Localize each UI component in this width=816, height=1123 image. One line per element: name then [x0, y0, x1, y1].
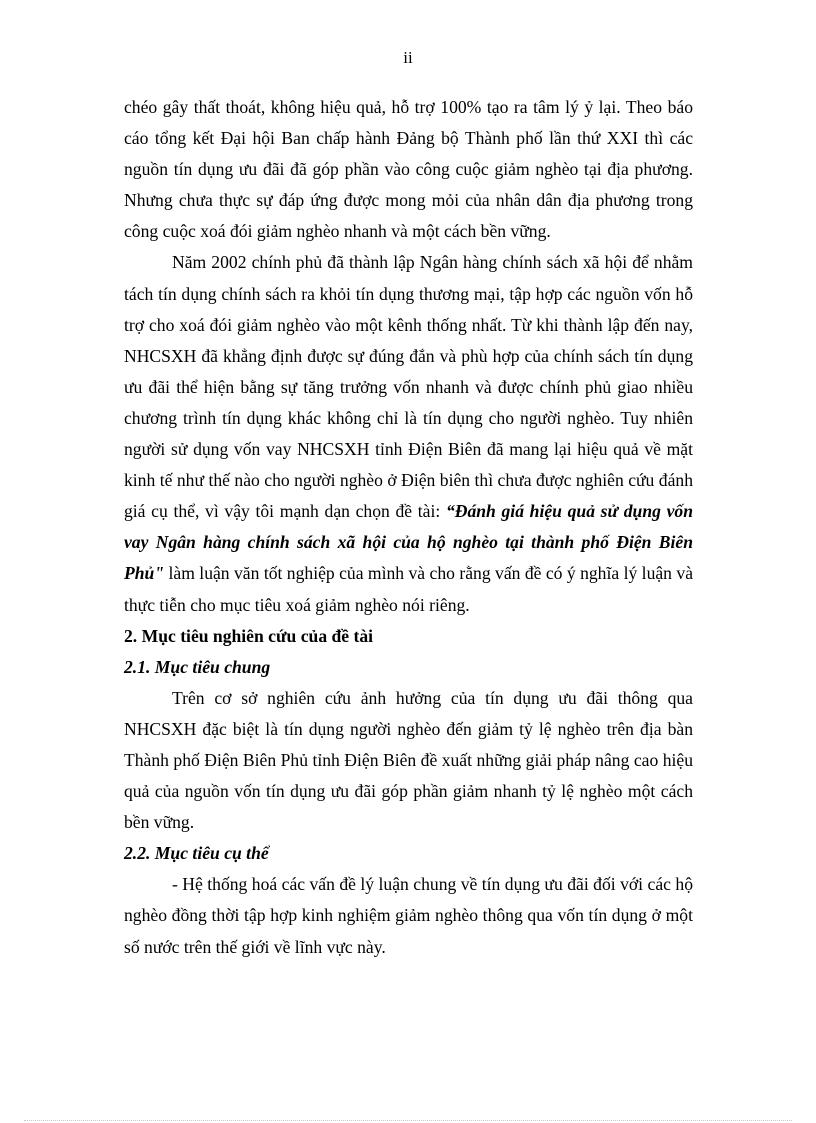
thesis-title: “Đánh giá hiệu quả sử dụng vốn vay Ngân hàng chính sách xã hội của hộ nghèo tại thành phố Điện Biên Phủ"	[124, 501, 693, 584]
paragraph-text: Năm 2002 chính phủ đã thành lập Ngân hàng chính sách xã hội để nhằm tách tín dụng chính sách ra khỏi tín dụng thương mại, tập hợp các nguồn vốn hỗ trợ cho xoá đói giảm nghèo vào một kênh thống nhất. Từ khi thành lập đến nay, NHCSXH đã khẳng định được sự đúng đắn và phù hợp của chính sách tín dụng ưu đãi thể hiện bằng sự tăng trưởng vốn nhanh và được chính phủ giao nhiều chương trình tín dụng khác không chỉ là tín dụng cho người nghèo. Tuy nhiên người sử dụng vốn vay NHCSXH tỉnh Điện Biên đã mang lại hiệu quả về mặt kinh tế như thế nào cho người nghèo ở Điện biên thì chưa được nghiên cứu đánh giá cụ thể, vì vậy tôi mạnh dạn chọn đề tài:	[124, 252, 693, 522]
paragraph-thesis-rationale	[124, 247, 693, 620]
document-body	[124, 92, 693, 963]
subsection-heading-specific: 2.2. Mục tiêu cụ thể	[124, 843, 269, 864]
subsection-heading-general: 2.1. Mục tiêu chung	[124, 656, 271, 677]
paragraph-general-objective: Trên cơ sở nghiên cứu ảnh hưởng của tín dụng ưu đãi thông qua NHCSXH đặc biệt là tín dụng người nghèo đến giảm tỷ lệ nghèo trên địa bàn Thành phố Điện Biên Phủ tỉnh Điện Biên đề xuất những giải pháp nâng cao hiệu quả của nguồn vốn tín dụng ưu đãi góp phần giảm nhanh tỷ lệ nghèo một cách bền vững.	[124, 687, 693, 833]
page-number: ii	[403, 48, 413, 67]
paragraph-specific-objective: - Hệ thống hoá các vấn đề lý luận chung về tín dụng ưu đãi đối với các hộ nghèo đồng thời tập hợp kinh nghiệm giảm nghèo thông qua vốn tín dụng ở một số nước trên thế giới về lĩnh vực này.	[124, 874, 693, 957]
page-bottom-divider	[24, 1120, 792, 1121]
paragraph-continuation: chéo gây thất thoát, không hiệu quả, hỗ trợ 100% tạo ra tâm lý ỷ lại. Theo báo cáo tổng kết Đại hội Ban chấp hành Đảng bộ Thành phố lần thứ XXI thì các nguồn tín dụng ưu đãi đã góp phần vào công cuộc giảm nghèo tại địa phương. Nhưng chưa thực sự đáp ứng được mong mỏi của nhân dân địa phương trong công cuộc xoá đói giảm nghèo nhanh và một cách bền vững.	[124, 97, 693, 242]
paragraph-text: làm luận văn tốt nghiệp của mình và cho rằng vấn đề có ý nghĩa lý luận và thực tiễn cho mục tiêu xoá giảm nghèo nói riêng.	[124, 563, 693, 615]
section-heading: 2. Mục tiêu nghiên cứu của đề tài	[124, 625, 374, 646]
